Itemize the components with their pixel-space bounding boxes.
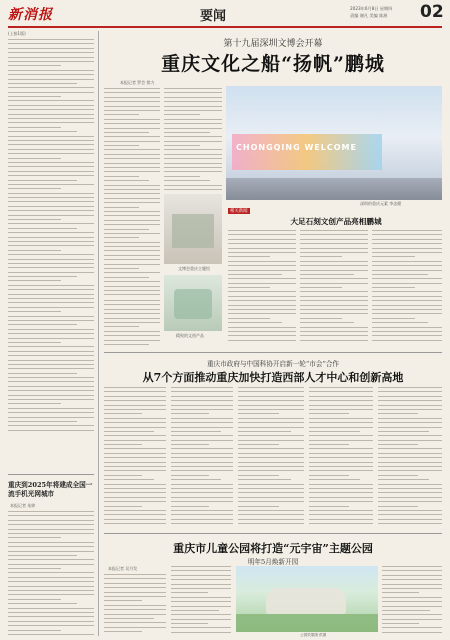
photo-crowd <box>226 178 442 200</box>
side-text-col-1 <box>228 230 296 348</box>
talent-text-col-3 <box>238 387 304 529</box>
talent-headline: 从7个方面推动重庆加快打造西部人才中心和创新高地 <box>142 371 404 384</box>
left-subhead: 重庆到2025年将建成全国一流手机光网城市 <box>8 481 93 498</box>
left-divider <box>8 474 94 475</box>
talent-text-col-1 <box>104 387 166 529</box>
editor-line: 责编 谢凡 美编 陈源 <box>350 13 388 18</box>
pavilion-display <box>172 214 214 248</box>
park-subhead: 明年5月焕新开园 <box>247 558 299 566</box>
lead-byline: 本报记者 罗芸 徐力 <box>120 80 155 85</box>
lead-photo-products <box>164 275 222 331</box>
left-column <box>8 31 94 636</box>
lead-kicker: 第十九届深圳文博会开幕 <box>223 39 323 49</box>
lead-text-col-2 <box>164 88 222 192</box>
page-number: 02 <box>420 2 444 22</box>
park-byline: 本报记者 吴月发 <box>108 566 138 571</box>
side-text-col-3 <box>372 230 442 348</box>
talent-kicker: 重庆市政府与中国科协开启新一轮“市会”合作 <box>206 360 340 368</box>
park-text-col-2 <box>171 566 231 636</box>
park-rule <box>104 533 442 534</box>
talent-text-col-5 <box>378 387 442 529</box>
side-text-col-2 <box>300 230 368 348</box>
park-text-col-3 <box>382 566 442 636</box>
talent-rule <box>104 352 442 353</box>
lead-text-col-1b <box>104 300 160 350</box>
park-photo-caption: 公园效果图 供图 <box>300 633 327 637</box>
lead-photo-caption-3: 精致的文创产品 <box>176 333 204 338</box>
product-display <box>174 289 212 319</box>
lead-text-col-1 <box>104 88 160 296</box>
park-buildings <box>266 588 346 614</box>
lead-photo-pavilion <box>164 194 222 264</box>
park-headline: 重庆市儿童公园将打造“元宇宙”主题公园 <box>173 542 373 555</box>
left-text-2 <box>8 511 94 636</box>
date-line: 2023年6月8日 星期四 <box>350 6 393 11</box>
side-headline: 大足石刻文创产品亮相鹏城 <box>290 217 382 226</box>
lead-headline: 重庆文化之船“扬帆”鹏城 <box>161 53 385 75</box>
lead-photo-caption-2: 深圳的重庆元素 李忠健 <box>360 201 402 206</box>
talent-text-col-2 <box>171 387 233 529</box>
lead-photo-main <box>226 86 442 200</box>
intro-tag: (上接1版) <box>8 31 26 36</box>
left-sub-byline: 本报记者 朱婷 <box>10 503 36 508</box>
column-rule <box>98 31 99 636</box>
lead-photo-caption-1: 文博会重庆主题馆 <box>178 266 210 271</box>
exhibition-sign-text: CHONGQING WELCOME <box>236 143 357 152</box>
logo: 新消报 <box>8 7 53 23</box>
park-lawn <box>236 614 378 632</box>
talent-text-col-4 <box>309 387 373 529</box>
park-photo <box>236 566 378 632</box>
left-text-1 <box>8 39 94 469</box>
park-text-col-1 <box>104 574 166 636</box>
masthead-rule <box>8 26 442 28</box>
side-tag: 相关新闻 <box>230 209 248 214</box>
section-title: 要闻 <box>200 9 227 24</box>
